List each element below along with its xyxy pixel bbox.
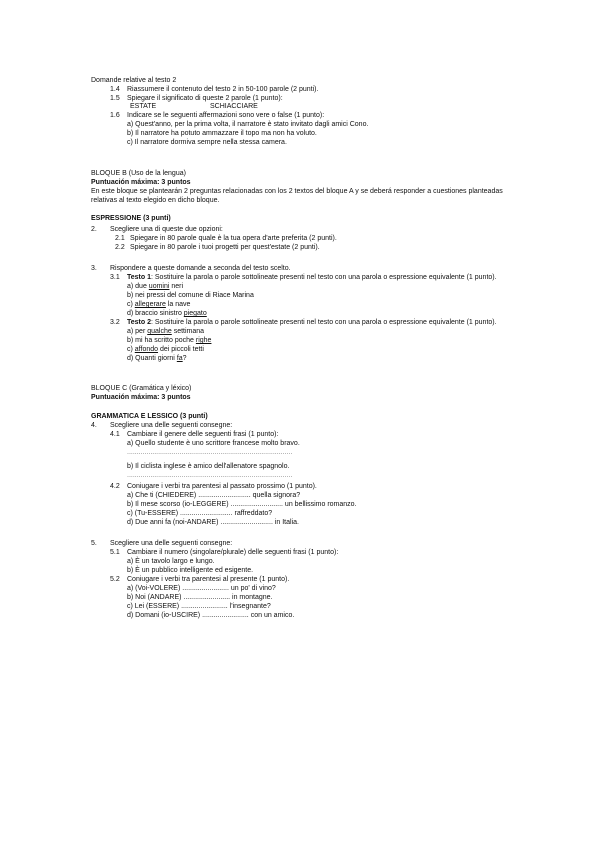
question-text: Rispondere a queste domande a seconda del testo scelto. (110, 265, 291, 272)
list-item: b) È un pubblico intelligente ed esigente. (127, 567, 254, 574)
word-item: ESTATE (130, 103, 157, 110)
question-number: 5. (91, 540, 97, 547)
text-label: Testo 2 (127, 319, 151, 326)
list-item (127, 346, 204, 355)
statement-item: b) Il narratore ha potuto ammazzare il topo ma non ha voluto. (127, 130, 317, 137)
blank-field[interactable]: ........................ (202, 612, 249, 619)
question-number: 1.4 (110, 86, 120, 93)
block-score: Puntuación máxima: 3 puntos (91, 394, 191, 401)
item-text: ? (182, 355, 187, 362)
item-text: quella signora? (250, 492, 301, 499)
option-number: 2.2 (115, 244, 125, 251)
blank-field[interactable]: ........................... (230, 501, 283, 508)
option-number: 2.1 (115, 235, 125, 242)
item-text: b) nei pressi del comune di Riace Marina (127, 292, 254, 299)
item-text: c) (127, 301, 135, 308)
list-item: a) È un tavolo largo e lungo. (127, 558, 215, 565)
blank-field[interactable]: ........................ (181, 603, 228, 610)
list-item: b) Il ciclista inglese è amico dell'allenatore spagnolo. (127, 463, 290, 470)
block-score: Puntuación máxima: 3 puntos (91, 179, 191, 186)
subquestion-text: Coniugare i verbi tra parentesi al presente (1 punto). (127, 576, 290, 583)
item-text: un bellissimo romanzo. (282, 501, 357, 508)
section-heading: Domande relative al testo 2 (91, 77, 177, 84)
section-title: GRAMMATICA E LESSICO (3 punti) (91, 413, 208, 420)
answer-line: ..................................................................................... (127, 449, 293, 456)
statement-item: a) Quest'anno, per la prima volta, il narratore è stato invitato dagli amici Cono. (127, 121, 369, 128)
list-item (127, 310, 207, 319)
subquestion-instructions: : Sostituire la parola o parole sottolineate presenti nel testo con una parola o espressione equivalente (1 punto). (151, 274, 497, 281)
list-item (127, 283, 183, 292)
subquestion-text: Cambiare il numero (singolare/plurale) delle seguenti frasi (1 punto): (127, 549, 339, 556)
item-text: b) Il mese scorso (io-LEGGERE) (127, 501, 231, 508)
question-text: Indicare se le seguenti affermazioni sono vere o false (1 punto): (127, 112, 325, 119)
list-item (127, 292, 254, 301)
blank-field[interactable]: ........................ (183, 594, 231, 601)
blank-field[interactable]: ........................... (180, 510, 233, 517)
fill-item (127, 501, 357, 510)
option-text: Spiegare in 80 parole quale è la tua opera d'arte preferita (2 punti). (130, 235, 337, 242)
statement-item: c) Il narratore dormiva sempre nella stessa camera. (127, 139, 287, 146)
subquestion-number: 4.2 (110, 483, 120, 490)
option-text: Spiegare in 80 parole i tuoi progetti per quest'estate (2 punti). (130, 244, 320, 251)
fill-item (127, 603, 271, 612)
item-text: neri (169, 283, 184, 290)
subquestion-number: 3.1 (110, 274, 120, 281)
block-intro: relativas al texto elegido en dicho bloque. (91, 197, 220, 204)
subquestion-number: 5.1 (110, 549, 120, 556)
question-number: 4. (91, 422, 97, 429)
question-text: Scegliere una di queste due opzioni: (110, 226, 223, 233)
fill-item (127, 510, 272, 519)
question-number: 2. (91, 226, 97, 233)
blank-field[interactable]: ........................ (182, 585, 229, 592)
subquestion-text: Cambiare il genere delle seguenti frasi (1 punto): (127, 431, 279, 438)
item-text: a) Che ti (CHIEDERE) (127, 492, 199, 499)
list-item (127, 355, 187, 364)
word-item: SCHIACCIARE (210, 103, 258, 110)
subquestion-instructions: : Sostituire la parola o parole sottolineate presenti nel testo con una parola o espressione equivalente (1 punto). (151, 319, 497, 326)
subquestion-number: 3.2 (110, 319, 120, 326)
question-number: 3. (91, 265, 97, 272)
item-text: c) (127, 346, 135, 353)
fill-item (127, 585, 276, 594)
underlined-word: righe (195, 337, 212, 344)
item-text: b) mi ha scritto poche (127, 337, 196, 344)
item-text: a) due (127, 283, 149, 290)
question-number: 1.6 (110, 112, 120, 119)
question-number: 1.5 (110, 95, 120, 102)
item-text: con un amico. (248, 612, 295, 619)
fill-item (127, 519, 299, 528)
item-text: settimana (171, 328, 205, 335)
underlined-word: fa (176, 355, 183, 362)
section-title: ESPRESSIONE (3 punti) (91, 215, 171, 222)
item-text: in Italia. (272, 519, 299, 526)
block-intro: En este bloque se plantearán 2 preguntas relacionadas con los 2 textos del bloque A y se deberá responder a cuestiones planteadas (91, 188, 503, 195)
subquestion-text (127, 319, 497, 328)
fill-item (127, 492, 300, 501)
item-text: d) Due anni fa (noi-ANDARE) (127, 519, 221, 526)
question-text: Scegliere una delle seguenti consegne: (110, 540, 233, 547)
block-title: BLOQUE C (Gramática y léxico) (91, 385, 192, 392)
item-text: b) Noi (ANDARE) (127, 594, 184, 601)
fill-item (127, 594, 273, 603)
answer-line: ..................................................................................... (127, 472, 293, 479)
item-text: in montagne. (230, 594, 273, 601)
item-text: raffreddato? (232, 510, 273, 517)
list-item: a) Quello studente è uno scrittore francese molto bravo. (127, 440, 300, 447)
subquestion-text (127, 274, 497, 283)
list-item (127, 328, 204, 337)
list-item (127, 301, 190, 310)
item-text: c) Lei (ESSERE) (127, 603, 182, 610)
item-text: a) per (127, 328, 148, 335)
block-title: BLOQUE B (Uso de la lengua) (91, 170, 186, 177)
subquestion-number: 4.1 (110, 431, 120, 438)
blank-field[interactable]: ........................... (198, 492, 251, 499)
question-text: Riassumere il contenuto del testo 2 in 50-100 parole (2 punti). (127, 86, 319, 93)
subquestion-text: Coniugare i verbi tra parentesi al passato prossimo (1 punto). (127, 483, 317, 490)
text-label: Testo 1 (127, 274, 151, 281)
item-text: c) (Tu-ESSERE) (127, 510, 181, 517)
underlined-word: qualche (147, 328, 172, 335)
underlined-word: affondo (134, 346, 159, 353)
item-text: dei piccoli tetti (158, 346, 204, 353)
underlined-word: allegerare (134, 301, 166, 308)
question-text: Scegliere una delle seguenti consegne: (110, 422, 233, 429)
item-text: la nave (165, 301, 191, 308)
question-text: Spiegare il significato di queste 2 parole (1 punto): (127, 95, 283, 102)
underlined-word: piegato (183, 310, 207, 317)
item-text: d) Domani (io-USCIRE) (127, 612, 203, 619)
list-item (127, 337, 211, 346)
item-text: un po' di vino? (228, 585, 276, 592)
subquestion-number: 5.2 (110, 576, 120, 583)
underlined-word: uomini (148, 283, 170, 290)
fill-item (127, 612, 294, 621)
item-text: d) Quanti giorni (127, 355, 177, 362)
item-text: l'insegnante? (227, 603, 271, 610)
item-text: a) (Voi-VOLERE) (127, 585, 183, 592)
blank-field[interactable]: ........................... (220, 519, 273, 526)
item-text: d) braccio sinistro (127, 310, 184, 317)
